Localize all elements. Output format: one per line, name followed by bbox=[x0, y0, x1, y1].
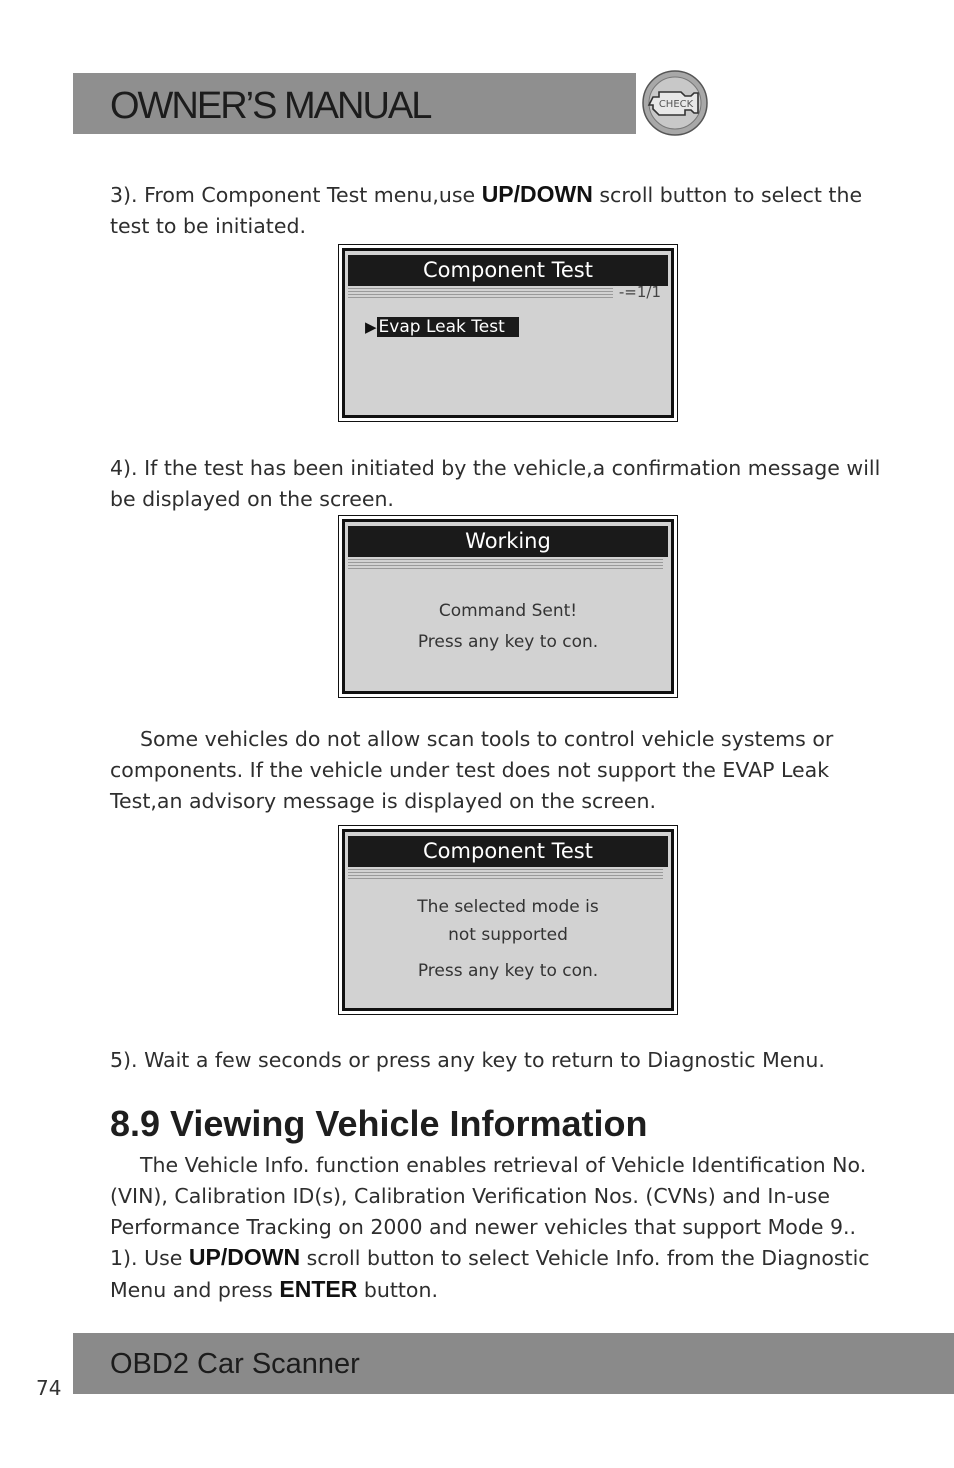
check-icon-label: CHECK bbox=[658, 99, 694, 110]
page-number: 74 bbox=[36, 1376, 62, 1400]
screen-title: Working bbox=[348, 526, 668, 557]
working-screen bbox=[338, 515, 678, 698]
footer-title: OBD2 Car Scanner bbox=[110, 1348, 360, 1380]
section-intro-paragraph: The Vehicle Info. function enables retrieval of Vehicle Identification No. (VIN), Calibration ID(s), Calibration Verification Nos. (CVNs) and In-use Performance Tracking on 2000 and newer vehicles that support Mode 9.. bbox=[110, 1153, 867, 1239]
step3-paragraph: 3). From Component Test menu,use UP/DOWN scroll button to select the test to be initiated. bbox=[110, 181, 863, 238]
screen-title: Component Test bbox=[348, 255, 668, 286]
screen-divider bbox=[348, 869, 663, 879]
step5-paragraph: 5). Wait a few seconds or press any key to return to Diagnostic Menu. bbox=[110, 1048, 825, 1072]
section-heading: 8.9 Viewing Vehicle Information bbox=[110, 1103, 648, 1144]
page-indicator: -=1/1 bbox=[618, 283, 661, 301]
not-supported-screen bbox=[338, 825, 678, 1015]
section-step1-paragraph: 1). Use UP/DOWN scroll button to select Vehicle Info. from the Diagnostic Menu and press ENTER button. bbox=[110, 1244, 870, 1302]
step4-paragraph: 4). If the test has been initiated by the vehicle,a confirmation message will be displayed on the screen. bbox=[110, 456, 881, 511]
not-supported-message-line1: The selected mode is bbox=[417, 897, 599, 917]
screen-divider bbox=[348, 288, 613, 298]
component-test-menu-screen bbox=[338, 244, 678, 422]
screen-divider bbox=[348, 559, 663, 569]
not-supported-message-line2: not supported bbox=[448, 925, 568, 945]
menu-item-label: Evap Leak Test bbox=[377, 317, 519, 337]
manual-title: OWNER’S MANUAL bbox=[110, 85, 431, 127]
menu-item-evap-leak-test[interactable] bbox=[365, 316, 519, 338]
screen-title: Component Test bbox=[348, 836, 668, 867]
check-engine-icon bbox=[641, 70, 709, 136]
selection-arrow-icon: ▶ bbox=[365, 318, 377, 336]
note-paragraph: Some vehicles do not allow scan tools to control vehicle systems or components. If the vehicle under test does not support the EVAP Leak Test,an advisory message is displayed on the screen. bbox=[110, 727, 834, 813]
continue-message: Press any key to con. bbox=[417, 961, 599, 981]
continue-message: Press any key to con. bbox=[417, 632, 599, 652]
command-sent-message: Command Sent! bbox=[438, 601, 578, 621]
